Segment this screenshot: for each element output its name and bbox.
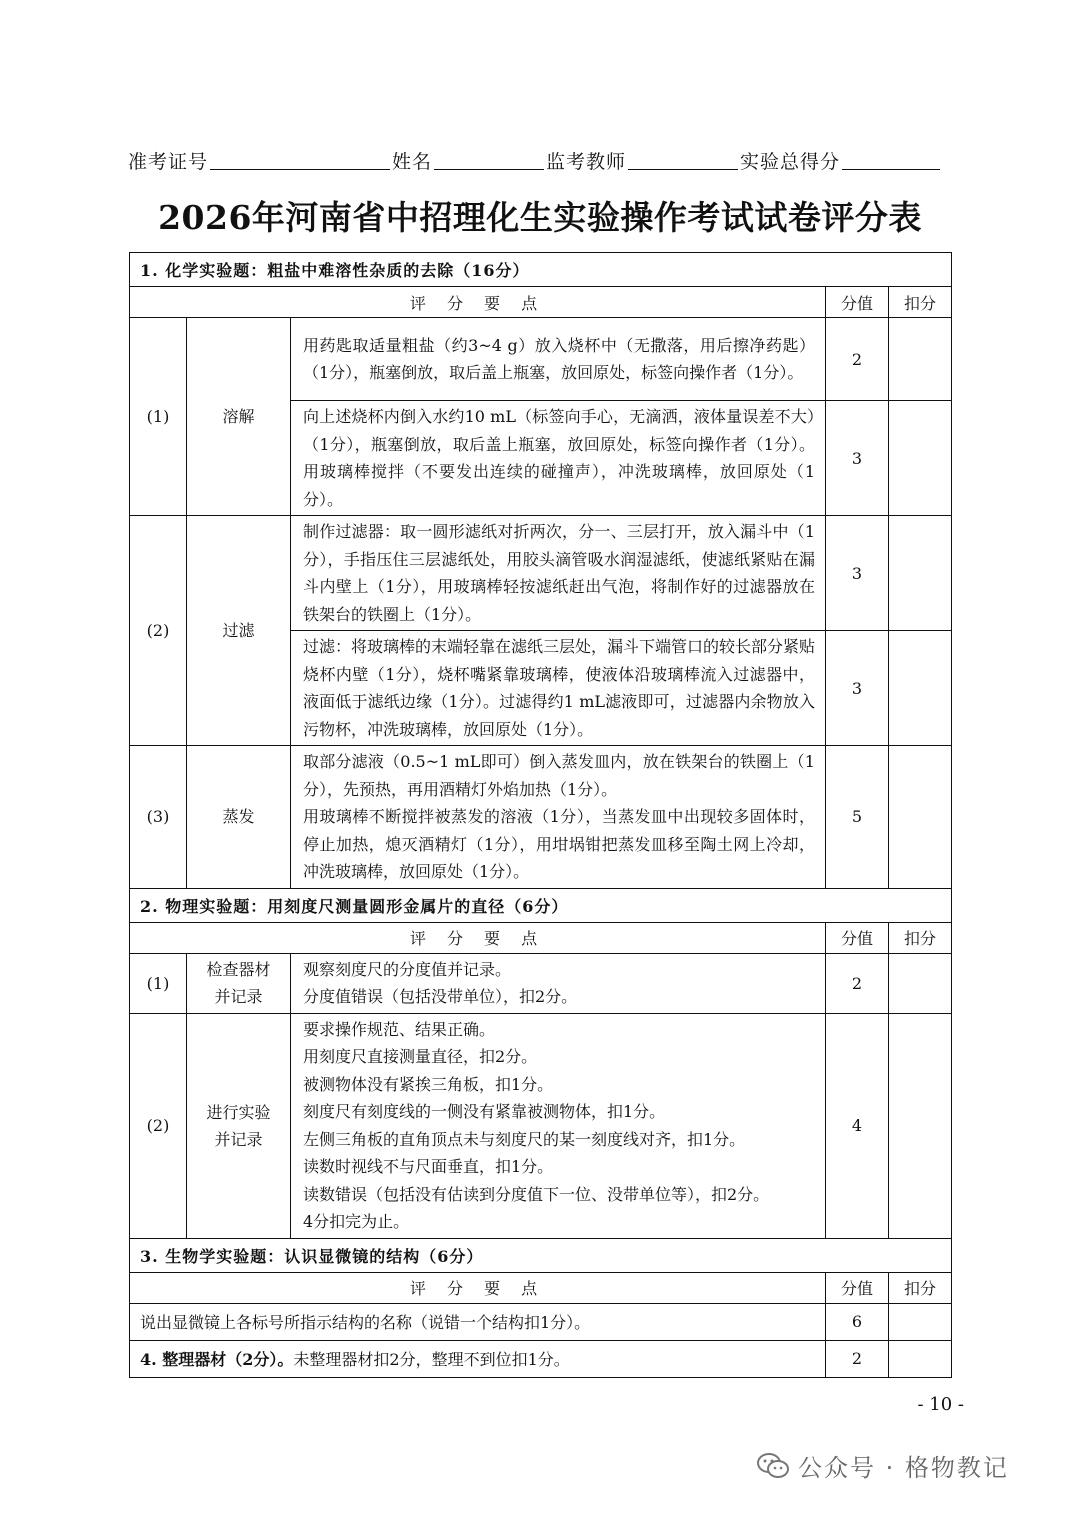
criteria-line: 读数错误（包括没有估读到分度值下一位、没带单位等），扣2分。 — [303, 1184, 770, 1204]
score-value: 5 — [826, 746, 889, 889]
deduction-cell[interactable] — [889, 1013, 952, 1238]
step-name-line: 检查器材 — [206, 960, 271, 979]
table-row — [130, 1340, 952, 1377]
cleanup-title: 4. 整理器材（2分）。 — [140, 1350, 294, 1369]
scoring-table — [129, 252, 952, 1378]
watermark — [756, 1448, 1009, 1483]
item-number: (1) — [130, 953, 187, 1013]
section-row-physics — [130, 888, 952, 922]
step-name-line: 并记录 — [214, 1129, 263, 1149]
score-value: 3 — [826, 631, 889, 746]
criteria-text: 用药匙取适量粗盐（约3~4 g）放入烧杯中（无撒落，用后擦净药匙）（1分），瓶塞倒放，取后盖上瓶塞，放回原处，标签向操作者（1分）。 — [291, 318, 826, 401]
wechat-icon — [756, 1451, 790, 1481]
criteria-line: 要求操作规范、结果正确。 — [303, 1019, 496, 1039]
deduct-header: 扣分 — [889, 1272, 952, 1303]
section-row-biology — [130, 1238, 952, 1272]
criteria-text — [291, 746, 826, 889]
step-name-line: 并记录 — [214, 987, 263, 1006]
score-value: 4 — [826, 1013, 889, 1238]
chemistry-title: 1. 化学实验题：粗盐中难溶性杂质的去除（16分） — [130, 253, 952, 287]
step-name — [187, 1013, 291, 1238]
points-header: 评 分 要 点 — [130, 1272, 826, 1303]
criteria-line: 读数时视线不与尺面垂直，扣1分。 — [303, 1157, 554, 1176]
column-header-row — [130, 922, 952, 953]
criteria-text — [291, 953, 826, 1013]
criteria-line: 4分扣完为止。 — [303, 1212, 410, 1231]
criteria-text: 制作过滤器：取一圆形滤纸对折两次，分一、三层打开，放入漏斗中（1分），手指压住三层滤纸处，用胶头滴管吸水润湿滤纸，使滤纸紧贴在漏斗内壁上（1分），用玻璃棒轻按滤纸赶出气泡，将制作好的过滤器放在铁架台的铁圈上（1分）。 — [291, 516, 826, 631]
score-value: 2 — [826, 953, 889, 1013]
criteria-line: 用刻度尺直接测量直径，扣2分。 — [303, 1047, 538, 1066]
name-label: 姓名 — [392, 151, 433, 173]
step-name: 溶解 — [187, 318, 291, 516]
column-header-row — [130, 1272, 952, 1303]
physics-title: 2. 物理实验题：用刻度尺测量圆形金属片的直径（6分） — [130, 888, 952, 922]
cleanup-text: 未整理器材扣2分，整理不到位扣1分。 — [293, 1350, 570, 1369]
step-name-line: 进行实验 — [206, 1102, 271, 1122]
step-name: 蒸发 — [187, 746, 291, 889]
points-header: 评 分 要 点 — [130, 922, 826, 953]
cleanup-criteria — [130, 1340, 826, 1377]
deduction-cell[interactable] — [889, 516, 952, 631]
deduction-cell[interactable] — [889, 631, 952, 746]
score-value: 3 — [826, 516, 889, 631]
criteria-line: 刻度尺有刻度线的一侧没有紧靠被测物体，扣1分。 — [303, 1102, 666, 1121]
deduct-header: 扣分 — [889, 287, 952, 318]
watermark-text: 公众号 · 格物教记 — [798, 1454, 1009, 1482]
item-number: (2) — [130, 516, 187, 746]
value-header: 分值 — [826, 1272, 889, 1303]
column-header-row — [130, 287, 952, 318]
criteria-text — [291, 1013, 826, 1238]
criteria-line: 分度值错误（包括没带单位），扣2分。 — [303, 987, 578, 1006]
criteria-line: 左侧三角板的直角顶点未与刻度尺的某一刻度线对齐，扣1分。 — [303, 1129, 746, 1149]
item-number: (1) — [130, 318, 187, 516]
table-row — [130, 318, 952, 401]
criteria-line: 用玻璃棒不断搅拌被蒸发的溶液（1分），当蒸发皿中出现较多固体时，停止加热，熄灭酒精灯（1分），用坩埚钳把蒸发皿移至陶土网上冷却，冲洗玻璃棒，放回原处（1分）。 — [303, 807, 815, 881]
table-row — [130, 953, 952, 1013]
name-field[interactable] — [434, 169, 544, 170]
step-name: 过滤 — [187, 516, 291, 746]
item-number: (3) — [130, 746, 187, 889]
score-value: 2 — [826, 1340, 889, 1377]
table-row — [130, 1013, 952, 1238]
exam-id-label: 准考证号 — [128, 151, 209, 173]
deduction-cell[interactable] — [889, 401, 952, 516]
deduction-cell[interactable] — [889, 953, 952, 1013]
score-value: 6 — [826, 1303, 889, 1340]
deduction-cell[interactable] — [889, 318, 952, 401]
exam-id-field[interactable] — [210, 169, 390, 170]
deduction-cell[interactable] — [889, 1303, 952, 1340]
criteria-text: 过滤：将玻璃棒的末端轻靠在滤纸三层处，漏斗下端管口的较长部分紧贴烧杯内壁（1分），烧杯嘴紧靠玻璃棒，使液体沿玻璃棒流入过滤器中，液面低于滤纸边缘（1分）。过滤得约1 mL滤液即可，过滤器内余物放入污物杯，冲洗玻璃棒，放回原处（1分）。 — [291, 631, 826, 746]
criteria-line: 观察刻度尺的分度值并记录。 — [303, 959, 512, 979]
proctor-label: 监考教师 — [546, 151, 627, 173]
deduction-cell[interactable] — [889, 746, 952, 889]
table-row — [130, 746, 952, 889]
proctor-field[interactable] — [628, 169, 738, 170]
deduction-cell[interactable] — [889, 1340, 952, 1377]
page-number: - 10 - — [917, 1394, 964, 1415]
deduct-header: 扣分 — [889, 922, 952, 953]
table-row — [130, 1303, 952, 1340]
candidate-info-line — [128, 140, 968, 174]
section-row-chemistry — [130, 253, 952, 287]
score-value: 3 — [826, 401, 889, 516]
value-header: 分值 — [826, 287, 889, 318]
step-name — [187, 953, 291, 1013]
score-value: 2 — [826, 318, 889, 401]
criteria-line: 取部分滤液（0.5~1 mL即可）倒入蒸发皿内，放在铁架台的铁圈上（1分），先预热，再用酒精灯外焰加热（1分）。 — [303, 752, 815, 799]
total-score-field[interactable] — [842, 169, 940, 170]
criteria-text: 说出显微镜上各标号所指示结构的名称（说错一个结构扣1分）。 — [130, 1303, 826, 1340]
criteria-line: 被测物体没有紧挨三角板，扣1分。 — [303, 1074, 554, 1094]
criteria-text: 向上述烧杯内倒入水约10 mL（标签向手心，无滴洒，液体量误差不大）（1分），瓶塞倒放，取后盖上瓶塞，放回原处，标签向操作者（1分）。用玻璃棒搅拌（不要发出连续的碰撞声），冲洗玻璃棒，放回原处（1分）。 — [291, 401, 826, 516]
points-header: 评 分 要 点 — [130, 287, 826, 318]
table-row — [130, 516, 952, 631]
total-score-label: 实验总得分 — [740, 151, 841, 173]
item-number: (2) — [130, 1013, 187, 1238]
page-title: 2026年河南省中招理化生实验操作考试试卷评分表 — [158, 198, 922, 237]
value-header: 分值 — [826, 922, 889, 953]
biology-title: 3. 生物学实验题：认识显微镜的结构（6分） — [130, 1238, 952, 1272]
